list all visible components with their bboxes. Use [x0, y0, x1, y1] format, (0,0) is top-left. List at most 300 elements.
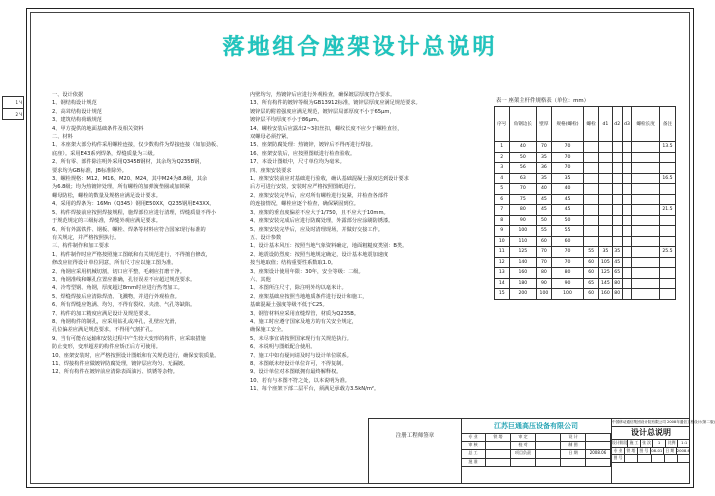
table-row — [495, 226, 676, 237]
title-block-cell — [536, 441, 561, 449]
title-block-cell: 施 工 — [628, 440, 641, 447]
table-cell: 80 — [612, 289, 622, 300]
table-cell — [584, 194, 599, 205]
table-cell: 50 — [537, 215, 552, 226]
table-header-cell: 角钢边长 — [509, 107, 537, 142]
table-cell: 105 — [598, 257, 612, 268]
note-line: 2、地震设防烈度：按照当地规定确定，设计基本地震加速度 — [250, 251, 389, 258]
drawing-name: 设计总说明 — [612, 427, 690, 440]
title-block-cell: 日 期 — [664, 448, 677, 455]
table-row — [495, 184, 676, 195]
note-line: 5、未尽事宜请按照国家现行有关规范执行。 — [250, 335, 352, 342]
note-line: 5、焊缝焊接后应清除焊渣、飞溅物，并进行外观检查。 — [52, 293, 180, 300]
table-cell: 50 — [551, 215, 584, 226]
note-line: 内壁均匀，热镀锌后应进行外观检查，确保镀层厚度符合要求。 — [250, 92, 396, 98]
spec-table — [494, 106, 676, 300]
table-row — [495, 268, 676, 279]
table-cell: 80 — [509, 205, 537, 216]
note-line: 二、材料 — [52, 134, 73, 141]
table-row — [495, 289, 676, 300]
table-cell: 35 — [537, 152, 552, 163]
title-block-cell: 设计阶段 — [612, 440, 628, 445]
note-line: 8、本图纸未经设计单位许可，不得复制。 — [250, 361, 347, 367]
stamp-label: 注册工程师签章 — [395, 433, 435, 439]
table-cell: 70 — [551, 142, 584, 153]
table-cell — [612, 152, 622, 163]
table-cell — [632, 289, 660, 300]
title-block-cell: 审 定 — [511, 433, 536, 441]
note-line: 11、焊接构件应做镀锌防腐处理，镀锌层应均匀、无漏镀。 — [52, 361, 189, 367]
table-cell — [622, 173, 632, 184]
table-cell: 35 — [612, 247, 622, 258]
table-cell: 14 — [495, 278, 510, 289]
title-block-cell: 2008.6 — [676, 447, 690, 453]
note-line: 2、座架基础应按照当地地质条件进行设计和施工， — [250, 293, 368, 300]
table-cell — [622, 236, 632, 247]
table-cell: 70 — [537, 257, 552, 268]
table-cell: 90 — [537, 278, 552, 289]
table-cell: 80 — [551, 268, 584, 279]
table-cell: 125 — [509, 247, 537, 258]
note-line: 六、其他 — [250, 276, 271, 283]
note-line: 4、甲方提供的地面基础条件及相关资料 — [52, 125, 144, 132]
note-line: 1、座架安装前应对基础进行验收，确认基础混凝土强度达到设计要求 — [250, 176, 409, 183]
table-cell — [659, 289, 675, 300]
table-cell — [612, 184, 622, 195]
title-block-cell: 张 次 — [641, 440, 654, 447]
table-cell: 60 — [537, 236, 552, 247]
table-cell — [632, 268, 660, 279]
table-cell — [622, 215, 632, 226]
table-cell — [584, 152, 599, 163]
note-line: 镀锌层的附着强度应满足规范，镀锌层局部厚度不小于65μm， — [250, 108, 395, 115]
table-cell — [659, 184, 675, 195]
table-cell: 8 — [495, 215, 510, 226]
note-line: 3、座架的垂直度偏差不应大于1/750，且不应大于10mm。 — [250, 209, 389, 216]
table-cell: 55 — [537, 226, 552, 237]
table-cell — [598, 173, 612, 184]
title-block-right — [611, 419, 715, 483]
table-cell: 100 — [537, 289, 552, 300]
table-cell — [659, 194, 675, 205]
table-cell: 40 — [551, 184, 584, 195]
table-cell — [622, 184, 632, 195]
note-line: 3、建筑结构荷载规范 — [52, 117, 102, 124]
table-cell: 7 — [495, 205, 510, 216]
title-block-cell: 校 对 — [511, 441, 536, 449]
table-cell: 9 — [495, 226, 510, 237]
margin-tab-cell: 1 Ч — [3, 97, 23, 109]
note-line: 4、施工时应遵守国家及地方的有关安全规定， — [250, 318, 358, 325]
table-cell — [632, 215, 660, 226]
note-line: 11、每个座架下部二层平台，须满足承载力3.5kN/m²。 — [250, 386, 380, 393]
table-cell: 45 — [537, 205, 552, 216]
table-cell — [632, 152, 660, 163]
table-header-cell: 壁厚 — [537, 107, 552, 142]
note-line: 16、座架安装后，应按照图纸进行检查验收。 — [250, 150, 356, 157]
table-cell: 4 — [495, 173, 510, 184]
note-line: 3、螺栓规格：M12、M16、M20、M24，其中M24为8.8级，其余 — [52, 176, 208, 183]
title-block-cell — [536, 458, 561, 466]
title-block-cell: 1:1 — [681, 440, 688, 445]
table-header-cell: d2 — [612, 107, 622, 142]
table-row — [495, 142, 676, 153]
table-cell — [632, 173, 660, 184]
note-line: 5、座架安装完毕后，应及时清理现场，并做好交接工作。 — [250, 226, 383, 233]
notes-column-middle — [250, 91, 482, 394]
table-cell: 16.5 — [659, 173, 675, 184]
table-caption: 表一 座架主杆件规格表（单位：mm） — [496, 98, 590, 104]
note-line: 于规范规定的三级标准，焊缝外观应满足要求。 — [52, 218, 161, 225]
table-cell — [598, 205, 612, 216]
table-cell: 10 — [495, 236, 510, 247]
note-line: 三、构件制作和加工要求 — [52, 243, 110, 250]
table-cell: 125 — [598, 268, 612, 279]
note-line: 4、座架安装完成后应进行防腐处理，外露部分应涂刷防锈漆。 — [250, 218, 394, 225]
table-cell: 60 — [551, 236, 584, 247]
title-block-cell: 2008.06 — [586, 449, 611, 457]
table-cell — [632, 247, 660, 258]
table-header-cell: d3 — [622, 107, 632, 142]
table-cell — [622, 278, 632, 289]
table-cell: 160 — [598, 289, 612, 300]
table-cell: 100 — [509, 226, 537, 237]
note-line: 6、本说明与图纸配合使用。 — [250, 344, 316, 351]
table-cell: 160 — [509, 268, 537, 279]
table-cell — [622, 205, 632, 216]
table-cell: 70 — [537, 142, 552, 153]
table-cell — [612, 205, 622, 216]
table-cell — [659, 163, 675, 174]
table-cell — [622, 247, 632, 258]
table-cell — [632, 257, 660, 268]
title-block-cell — [536, 433, 561, 441]
title-block-cell — [625, 455, 638, 462]
table-cell — [622, 194, 632, 205]
title-block-cell — [586, 458, 611, 466]
company-name: 江苏巨通高压设备有限公司 — [461, 419, 611, 434]
table-cell: 15 — [495, 289, 510, 300]
title-block-cell: 总 工 — [461, 449, 486, 457]
note-line: 8、角钢构件的制孔，应采用钻孔或冲孔，孔壁应光滑， — [52, 318, 180, 325]
table-cell — [632, 236, 660, 247]
table-cell: 80 — [612, 278, 622, 289]
table-cell: 35 — [537, 173, 552, 184]
table-cell — [584, 163, 599, 174]
table-cell: 55 — [551, 226, 584, 237]
table-cell: 13.5 — [659, 142, 675, 153]
table-cell: 110 — [509, 236, 537, 247]
note-line: 1、构件制作时应严格按照施工图纸和有关规范进行，不得擅自修改， — [52, 251, 211, 258]
note-line: 6、所有外露铁件、钢板、螺栓、焊条等材料应符合国家现行标准的 — [52, 226, 206, 233]
table-cell: 45 — [551, 194, 584, 205]
note-line: 13、所有构件的镀锌等级为GB13912标准，镀锌层厚度应满足规范要求。 — [250, 100, 421, 107]
table-cell — [622, 289, 632, 300]
stamp-area — [369, 419, 462, 483]
note-line: 9、设计单位对本图纸拥有最终解释权。 — [250, 369, 342, 376]
table-cell — [659, 215, 675, 226]
title-block-cell: 日 期 — [561, 449, 586, 457]
table-header-cell: d1 — [598, 107, 612, 142]
note-line: 1、本图所注尺寸，除注明外均以毫米计。 — [250, 285, 347, 292]
table-cell: 12 — [495, 257, 510, 268]
table-cell — [584, 226, 599, 237]
table-cell: 35 — [551, 173, 584, 184]
notes-column-left — [52, 91, 248, 377]
table-cell: 56 — [509, 163, 537, 174]
title-block-cell: 设 计 — [561, 433, 586, 441]
table-cell — [622, 142, 632, 153]
table-cell — [632, 226, 660, 237]
margin-tab — [2, 96, 24, 120]
note-line: 防止变形，变形超差的构件应矫正后方可使用。 — [52, 344, 161, 351]
note-line: 底座）。采用E43系列焊条，焊缝质量为三级。 — [52, 150, 158, 157]
note-line: 1、钢结构设计规范 — [52, 100, 97, 107]
table-cell — [598, 152, 612, 163]
note-line: 有关规定，并严格按照执行。 — [52, 234, 120, 241]
table-cell — [632, 163, 660, 174]
table-cell — [598, 184, 612, 195]
title-block-cell — [486, 441, 511, 449]
table-row — [495, 194, 676, 205]
note-line: 按当地取值；结构重要性系数取1.0。 — [250, 260, 337, 267]
table-cell: 70 — [551, 163, 584, 174]
table-row — [495, 215, 676, 226]
table-cell — [622, 226, 632, 237]
note-line: 3、座架设计使用年限：30年，安全等级：二级。 — [250, 268, 364, 275]
table-cell: 65 — [584, 278, 599, 289]
title-block-cell — [586, 441, 611, 449]
table-cell — [612, 142, 622, 153]
table-cell: 180 — [509, 278, 537, 289]
note-line: 3、角钢准线和螺孔位置应准确，孔径误差不应超过规范要求。 — [52, 276, 196, 283]
table-cell — [632, 142, 660, 153]
title-block-cell: 图 号 — [612, 455, 625, 462]
table-cell: 65 — [612, 268, 622, 279]
table-cell — [584, 142, 599, 153]
note-line: 17、本设计图纸中，尺寸单位均为毫米。 — [250, 159, 345, 166]
title-block-cell — [678, 455, 690, 462]
table-cell: 140 — [509, 257, 537, 268]
note-line: 2、高耸结构设计规范 — [52, 108, 102, 115]
title-block-cell — [511, 458, 536, 466]
table-cell — [612, 215, 622, 226]
table-cell: 50 — [509, 152, 537, 163]
table-header-cell: 规格(螺栓) — [551, 107, 584, 142]
table-row — [495, 152, 676, 163]
note-line: 4、冷弯型钢、角钢，厚度超过8mm时应进行热弯加工。 — [52, 285, 183, 292]
table-cell: 45 — [551, 205, 584, 216]
title-block-cell: 制 图 — [561, 441, 586, 449]
note-line: 5、构件焊接前应按照焊接规程，施焊部位应进行清理，焊缝质量不得小 — [52, 209, 217, 216]
table-header-cell: 螺栓 — [584, 107, 599, 142]
title-block-cell: 审 核 — [461, 441, 486, 449]
table-cell — [622, 257, 632, 268]
table-cell — [584, 173, 599, 184]
note-line: 1、本座架大部分构件采用螺栓连接，仅少数构件为焊接连接（如加劲板、 — [52, 142, 222, 149]
table-cell: 25.5 — [659, 247, 675, 258]
table-cell — [632, 194, 660, 205]
table-cell: 21.5 — [659, 205, 675, 216]
table-cell — [584, 205, 599, 216]
table-cell — [584, 215, 599, 226]
table-cell — [659, 257, 675, 268]
table-cell — [598, 163, 612, 174]
table-row — [495, 236, 676, 247]
table-cell — [659, 236, 675, 247]
table-cell — [598, 226, 612, 237]
title-block-right-row — [612, 448, 690, 456]
title-block-cell: 08-01 — [651, 447, 663, 453]
table-cell: 60 — [584, 257, 599, 268]
table-cell: 6 — [495, 194, 510, 205]
table-row — [495, 278, 676, 289]
table-cell — [598, 194, 612, 205]
title-block-cell: 专 业 — [612, 448, 625, 455]
note-line: 后方可进行安装，安装时应严格按照图纸进行。 — [250, 184, 359, 191]
table-cell — [612, 173, 622, 184]
table-cell — [632, 184, 660, 195]
note-line: 10、座架安装时，应严格按照设计图纸和有关规范进行，确保安装质量。 — [52, 352, 220, 359]
table-cell — [632, 278, 660, 289]
note-line: 4、采用的焊条为：16Mn（Q345）钢用E50XX，Q235钢用E43XX。 — [52, 201, 215, 208]
table-cell: 75 — [509, 194, 537, 205]
title-block-cell: 铁 塔 — [486, 433, 511, 441]
note-line: 要求均为GB标准，JB标准除外。 — [52, 167, 127, 174]
table-cell — [598, 142, 612, 153]
note-line: 6、所有焊缝应饱满、均匀，不得有裂纹、夹渣、气孔等缺陷。 — [52, 302, 196, 309]
note-line: 修改应征得设计单位同意，所有尺寸应以施工图为准。 — [52, 260, 177, 267]
note-line: 2、座架安装完毕后，应对所有螺栓进行复紧，并检查各部件 — [250, 192, 389, 199]
table-cell: 70 — [509, 184, 537, 195]
title-block-cell: 专 业 — [461, 433, 486, 441]
table-cell: 1 — [495, 142, 510, 153]
table-row — [495, 205, 676, 216]
table-cell: 70 — [551, 247, 584, 258]
table-cell: 5 — [495, 184, 510, 195]
table-cell: 13 — [495, 268, 510, 279]
table-cell — [659, 268, 675, 279]
table-cell: 70 — [537, 247, 552, 258]
note-line: 为6.8级；均为热镀锌处理，所有螺栓的加弹簧垫圈或加锁紧 — [52, 184, 190, 191]
title-block-cell — [638, 455, 651, 462]
table-cell — [584, 184, 599, 195]
table-cell: 70 — [551, 257, 584, 268]
table-header-cell: 螺栓长度 — [632, 107, 660, 142]
title-block-cell: 批 准 — [461, 458, 486, 466]
table-cell: 100 — [551, 289, 584, 300]
note-line: 螺母防松，螺栓的数量及规格应满足设计要求。 — [52, 192, 161, 199]
note-line: 10、若有与本图不符之处，以本说明为准。 — [250, 377, 350, 384]
table-cell: 2 — [495, 152, 510, 163]
table-cell: 35 — [598, 247, 612, 258]
org-note: 中国移动通信集团设计院有限公司 2008年通信工程设计(第二版) — [612, 419, 690, 427]
title-block-cell — [586, 433, 611, 441]
table-cell: 36 — [537, 163, 552, 174]
table-header-cell: 备注 — [659, 107, 675, 142]
table-cell: 145 — [598, 278, 612, 289]
title-block-cell: 图 号 — [638, 448, 651, 455]
title-block-cell: 比例 — [666, 440, 679, 447]
note-line: 镀锌层平均厚度不小于86μm。 — [250, 117, 323, 124]
table-cell — [622, 163, 632, 174]
table-cell: 63 — [509, 173, 537, 184]
note-line: 2、角钢应采用机械切割，切口应平整，毛刺应打磨干净。 — [52, 268, 185, 275]
title-block-right-row — [612, 455, 690, 463]
note-line: 一、设计依据 — [52, 92, 84, 98]
table-cell: 80 — [537, 268, 552, 279]
table-cell: 60 — [584, 289, 599, 300]
title-block-cell: 项目负责 — [511, 449, 536, 457]
table-row — [495, 163, 676, 174]
table-header-cell: 序号 — [495, 107, 510, 142]
table-cell: 200 — [509, 289, 537, 300]
table-cell: 40 — [509, 142, 537, 153]
table-cell — [622, 152, 632, 163]
title-block-row — [461, 458, 611, 467]
table-cell: 45 — [612, 257, 622, 268]
note-line: 7、构件的加工精度应满足设计及规范要求。 — [52, 310, 154, 317]
margin-tab-cell: 2 Ч — [15, 112, 22, 117]
note-line: 14、螺栓安装后应露出2~3扣丝扣，螺纹长度不应少于螺栓直径， — [250, 125, 403, 132]
table-cell — [622, 268, 632, 279]
table-cell: 3 — [495, 163, 510, 174]
title-block-cell — [486, 458, 511, 466]
title-block-cell — [536, 449, 561, 457]
note-line: 1、设计基本风压：按照当地气象资料确定，地面粗糙度类别：B类。 — [250, 243, 408, 250]
note-line: 2、所有零、部件除注明外采用Q345B钢材，其余均为Q235B钢， — [52, 159, 205, 166]
table-cell: 11 — [495, 247, 510, 258]
table-cell: 60 — [584, 268, 599, 279]
title-block-cell: 1 — [653, 440, 666, 447]
title-block-cell — [665, 455, 678, 462]
table-cell — [612, 236, 622, 247]
note-line: 3、钢管材料应采用直缝焊管，材质为Q235B。 — [250, 310, 360, 317]
table-cell: 90 — [509, 215, 537, 226]
note-line: 15、座架防腐处理：热镀锌，镀锌后不得再进行焊接。 — [250, 142, 376, 149]
title-block-right-row — [612, 440, 690, 448]
table-cell — [612, 226, 622, 237]
note-line: 五、设计参数 — [250, 234, 282, 241]
table-cell: 40 — [537, 184, 552, 195]
note-line: 12、所有构件在镀锌前应清除表面油污、铁锈等杂物。 — [52, 369, 178, 376]
note-line: 7、施工中如有疑问请及时与设计单位联系。 — [250, 352, 352, 359]
table-cell — [659, 278, 675, 289]
table-cell: 55 — [584, 247, 599, 258]
note-line: 双螺母必须拧紧。 — [250, 134, 292, 141]
table-cell: 70 — [551, 152, 584, 163]
table-row — [495, 257, 676, 268]
table-cell: 45 — [537, 194, 552, 205]
table-cell — [598, 236, 612, 247]
table-cell — [632, 205, 660, 216]
table-row — [495, 173, 676, 184]
page-title: 落地组合座架设计总说明 — [222, 35, 498, 60]
table-cell — [612, 194, 622, 205]
title-block-cell — [561, 458, 586, 466]
note-line: 孔位偏差应满足规范要求，不得用气割扩孔。 — [52, 327, 156, 334]
title-block — [368, 418, 715, 484]
title-block-cell — [486, 449, 511, 457]
table-cell — [659, 152, 675, 163]
note-line: 的连接情况，螺栓应逐个检查，确保紧固到位。 — [250, 201, 359, 208]
table-row — [495, 247, 676, 258]
note-line: 四、座架安装要求 — [250, 167, 292, 174]
note-line: 确保施工安全。 — [250, 327, 287, 334]
table-cell — [612, 163, 622, 174]
table-cell — [659, 226, 675, 237]
table-cell: 90 — [551, 278, 584, 289]
